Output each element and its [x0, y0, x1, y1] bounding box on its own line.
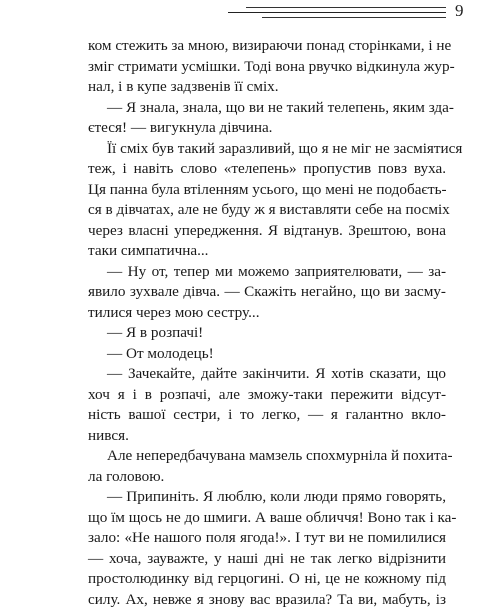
text-line: тилися через мою сестру...	[88, 303, 446, 324]
text-line: — Я в розпачі!	[88, 323, 446, 344]
body-text	[88, 36, 446, 610]
text-line: — хоча, зауважте, у наші дні не так легко відрізнити	[88, 549, 446, 570]
text-line: простолюдинку від герцогині. О ні, це не кожному під	[88, 569, 446, 590]
text-line: ком стежить за мною, визираючи понад сторінками, і не	[88, 36, 446, 57]
text-line: нал, і в купе задзвенів її сміх.	[88, 77, 446, 98]
text-line: — Припиніть. Я люблю, коли люди прямо говорять,	[88, 487, 446, 508]
text-line: зало: «Не нашого поля ягода!». І тут ви не помилилися	[88, 528, 446, 549]
text-line: таки симпатична...	[88, 241, 446, 262]
text-line: явило зухвале дівча. — Скажіть негайно, що ви засму-	[88, 282, 446, 303]
text-line: через власні упередження. Я відтанув. Зрештою, вона	[88, 221, 446, 242]
text-line: Ця панна була втіленням усього, що мені не подобаєть-	[88, 180, 446, 201]
text-line: теж, і навіть слово «телепень» пропустив повз вуха.	[88, 159, 446, 180]
text-line: що їм щось не до шмиги. А ваше обличчя! Воно так і ка-	[88, 508, 446, 529]
header-rule-top	[246, 7, 446, 8]
text-line: нився.	[88, 426, 446, 447]
header-rule-middle	[228, 12, 446, 13]
text-line: — Ну от, тепер ми можемо заприятелювати, — за-	[88, 262, 446, 283]
text-line: — От молодець!	[88, 344, 446, 365]
text-line: Але непередбачувана мамзель спохмурніла й похита-	[88, 446, 446, 467]
text-line: єтеся! — вигукнула дівчина.	[88, 118, 446, 139]
page-number: 9	[455, 1, 464, 21]
text-line: ся в дівчатах, але не буду ж я виставляти себе на посміх	[88, 200, 446, 221]
text-line: — Я знала, знала, що ви не такий телепень, яким зда-	[88, 98, 446, 119]
text-line: ла головою.	[88, 467, 446, 488]
text-line: зміг стримати усмішки. Тоді вона рвучко відкинула жур-	[88, 57, 446, 78]
text-line: силу. Ах, невже я знову вас вразила? Та ви, мабуть, із	[88, 590, 446, 610]
text-line: хоч я і в розпачі, але зможу-таки пережити відсут-	[88, 385, 446, 406]
header-rule-bottom	[262, 17, 446, 18]
text-line: Її сміх був такий заразливий, що я не міг не засміятися	[88, 139, 446, 160]
text-line: — Зачекайте, дайте закінчити. Я хотів сказати, що	[88, 364, 446, 385]
text-line: ність вашої сестри, і то легко, — я галантно вкло-	[88, 405, 446, 426]
